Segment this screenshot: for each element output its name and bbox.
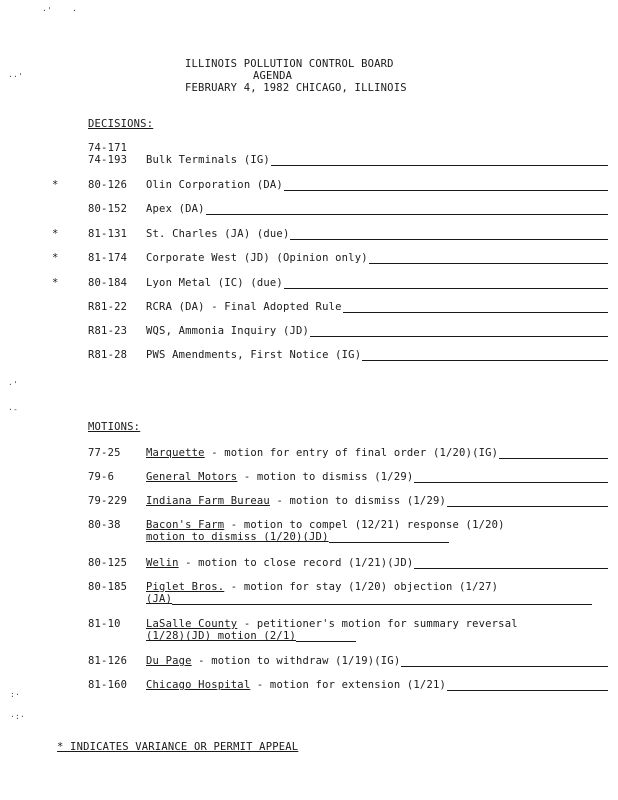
scan-speck: ·': [8, 380, 19, 389]
header-title: ILLINOIS POLLUTION CONTROL BOARD: [185, 58, 394, 70]
motion-row: [0, 471, 618, 485]
docket-number: R81-28: [88, 349, 128, 361]
scan-speck: :·: [10, 690, 21, 699]
blank-line: [362, 350, 608, 361]
motion-text: - motion to compel (12/21) response (1/20): [224, 519, 505, 531]
motion-text-continued: (1/28)(JD) motion (2/1): [146, 630, 296, 642]
blank-line: [329, 532, 449, 543]
docket-number: 77-25: [88, 447, 121, 459]
docket-number: 80-126: [88, 179, 128, 191]
docket-number: 80-125: [88, 557, 128, 569]
decision-row: [0, 277, 618, 291]
decision-row: [0, 142, 618, 168]
decision-row: [0, 179, 618, 193]
party-name: Welin: [146, 557, 179, 569]
decision-row: [0, 228, 618, 242]
scan-speck: ·-: [8, 405, 19, 414]
decision-row: [0, 325, 618, 339]
blank-line: [499, 448, 608, 459]
blank-line: [296, 631, 356, 642]
docket-number: 81-131: [88, 228, 128, 240]
docket-number: 81-160: [88, 679, 128, 691]
blank-line: [206, 204, 608, 215]
blank-line: [369, 253, 608, 264]
docket-number: 80-38: [88, 519, 121, 531]
decision-row: [0, 252, 618, 266]
blank-line: [447, 496, 608, 507]
decision-text: Lyon Metal (IC) (due): [146, 277, 283, 289]
blank-line: [414, 558, 608, 569]
motion-text: - motion to dismiss (1/29): [237, 471, 414, 483]
decision-text: St. Charles (JA) (due): [146, 228, 290, 240]
decision-row: [0, 203, 618, 217]
docket-number: 80-184: [88, 277, 128, 289]
party-name: Du Page: [146, 655, 192, 667]
variance-star: *: [52, 228, 59, 240]
blank-line: [343, 302, 608, 313]
decisions-heading: DECISIONS:: [88, 118, 154, 130]
docket-number: 74-171: [88, 142, 128, 154]
decision-text: Apex (DA): [146, 203, 205, 215]
scan-speck: ·': [42, 6, 53, 15]
variance-star: *: [52, 277, 59, 289]
decision-text: PWS Amendments, First Notice (IG): [146, 349, 362, 361]
docket-number: 74-193: [88, 154, 128, 166]
variance-star: *: [52, 252, 59, 264]
motion-text: - motion to dismiss (1/29): [269, 495, 447, 507]
decision-row: [0, 349, 618, 363]
docket-number: 81-10: [88, 618, 121, 630]
docket-number: R81-23: [88, 325, 128, 337]
scan-speck: ·:·: [10, 712, 26, 721]
motion-row: [0, 618, 618, 646]
motion-row: [0, 655, 618, 669]
docket-number: 81-126: [88, 655, 128, 667]
motion-row: [0, 519, 618, 547]
docket-number: 80-185: [88, 581, 128, 593]
scan-speck: ··': [8, 72, 24, 81]
decision-row: [0, 301, 618, 315]
blank-line: [310, 326, 608, 337]
motions-heading: MOTIONS:: [88, 421, 141, 433]
variance-star: *: [52, 179, 59, 191]
motion-text: - motion to close record (1/21)(JD): [178, 557, 414, 569]
motion-text: - motion to withdraw (1/19)(IG): [191, 655, 401, 667]
motion-text: - motion for extension (1/21): [250, 679, 447, 691]
party-name: Chicago Hospital: [146, 679, 251, 691]
blank-line: [172, 594, 592, 605]
decision-text: Corporate West (JD) (Opinion only): [146, 252, 368, 264]
motion-row: [0, 679, 618, 693]
blank-line: [414, 472, 608, 483]
party-name: Indiana Farm Bureau: [146, 495, 270, 507]
blank-line: [271, 155, 608, 166]
party-name: Bacon's Farm: [146, 519, 225, 531]
header-date-location: FEBRUARY 4, 1982 CHICAGO, ILLINOIS: [185, 82, 407, 94]
docket-number: 79-229: [88, 495, 128, 507]
motion-text: - motion for stay (1/20) objection (1/27): [224, 581, 499, 593]
blank-line: [401, 656, 608, 667]
party-name: Piglet Bros.: [146, 581, 225, 593]
decision-text: WQS, Ammonia Inquiry (JD): [146, 325, 310, 337]
blank-line: [284, 278, 608, 289]
motion-row: [0, 447, 618, 461]
motion-text: - motion for entry of final order (1/20)(IG): [204, 447, 499, 459]
docket-number: R81-22: [88, 301, 128, 313]
blank-line: [447, 680, 608, 691]
motion-text: - petitioner's motion for summary reversal: [237, 618, 518, 630]
header-agenda: AGENDA: [253, 70, 293, 82]
footnote: * INDICATES VARIANCE OR PERMIT APPEAL: [57, 741, 299, 753]
motion-row: [0, 495, 618, 509]
motion-row: [0, 581, 618, 609]
scan-speck: ·: [72, 6, 78, 15]
blank-line: [284, 180, 608, 191]
docket-number: 80-152: [88, 203, 128, 215]
decision-text: Olin Corporation (DA): [146, 179, 283, 191]
document-header: [185, 58, 445, 94]
party-name: General Motors: [146, 471, 238, 483]
motion-text-continued: (JA): [146, 593, 173, 605]
party-name: LaSalle County: [146, 618, 238, 630]
party-name: Marquette: [146, 447, 205, 459]
decision-text: Bulk Terminals (IG): [146, 154, 270, 166]
motion-text-continued: motion to dismiss (1/20)(JD): [146, 531, 329, 543]
blank-line: [290, 229, 608, 240]
motion-row: [0, 557, 618, 571]
docket-number: 81-174: [88, 252, 128, 264]
decision-text: RCRA (DA) - Final Adopted Rule: [146, 301, 342, 313]
docket-number: 79-6: [88, 471, 115, 483]
